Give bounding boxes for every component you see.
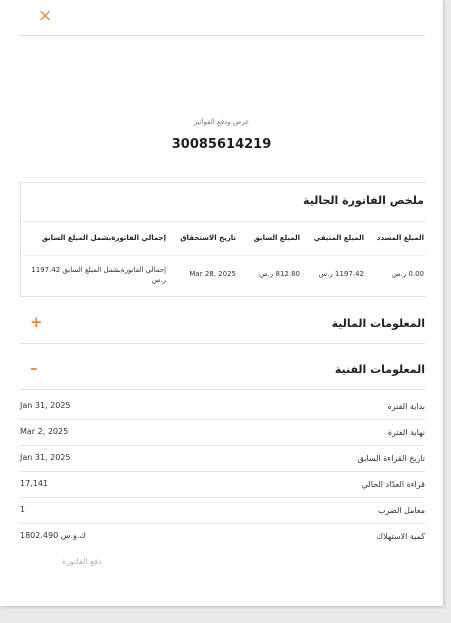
summary-row-divider (21, 255, 426, 256)
tech-label: نهاية الفترة (387, 428, 425, 437)
column-header-remaining: المبلغ المتبقي (313, 234, 364, 242)
value-total: إجمالي الفاتورةبشمل المبلغ السابق 1197.42 ر.س (31, 266, 166, 284)
summary-title: ملخص الفاتورة الحالية (303, 194, 424, 207)
tech-label: معامل الضرب (377, 506, 425, 515)
value-remaining: 1197.42 ر.س (318, 270, 364, 278)
close-icon[interactable]: × (38, 6, 53, 26)
technical-info-accordion[interactable] (20, 350, 425, 390)
tech-value: Mar 2, 2025 (20, 427, 69, 436)
value-due-date: Mar 28, 2025 (189, 270, 236, 278)
tech-label: كمية الاستهلاك (376, 532, 425, 541)
tech-row-period-end (20, 420, 425, 446)
tech-row-period-start (20, 394, 425, 420)
account-number: 30085614219 (171, 137, 272, 152)
tech-value: Jan 31, 2025 (20, 453, 71, 462)
summary-divider (21, 221, 426, 222)
tech-value: 1 (20, 505, 26, 514)
tech-label: قراءة العدّاد الحالي (361, 480, 425, 489)
column-header-due-date: تاريخ الاستحقاق (180, 234, 236, 242)
tech-value: 17,141 (20, 479, 48, 488)
value-paid: 0.00 ر.س (392, 270, 424, 278)
value-previous: 812.80 ر.س (259, 270, 300, 278)
column-header-total: إجمالي الفاتورةبشمل المبلغ السابق (41, 234, 166, 242)
tech-label: تاريخ القراءة السابق (357, 454, 425, 463)
column-header-paid: المبلغ المسدد (376, 234, 424, 242)
tech-label: بداية الفترة (387, 402, 425, 411)
page-subtitle: عرض ودفع الفواتير (193, 118, 250, 126)
expand-icon[interactable]: + (30, 313, 43, 331)
tech-row-current-meter-reading (20, 472, 425, 498)
header-divider (20, 35, 425, 36)
pay-invoice-button[interactable]: دفع الفاتورة (62, 557, 102, 566)
tech-row-multiplier (20, 498, 425, 524)
tech-row-previous-reading-date (20, 446, 425, 472)
tech-row-consumption (20, 524, 425, 550)
financial-info-title: المعلومات المالية (331, 317, 425, 330)
tech-value: 1802.490 ك.و.س (20, 531, 87, 540)
tech-value: Jan 31, 2025 (20, 401, 71, 410)
invoice-summary-card (20, 182, 426, 297)
technical-info-title: المعلومات الفنية (334, 363, 425, 376)
column-header-previous: المبلغ السابق (253, 234, 300, 242)
collapse-icon[interactable]: – (30, 359, 38, 377)
financial-info-accordion[interactable] (20, 304, 425, 344)
